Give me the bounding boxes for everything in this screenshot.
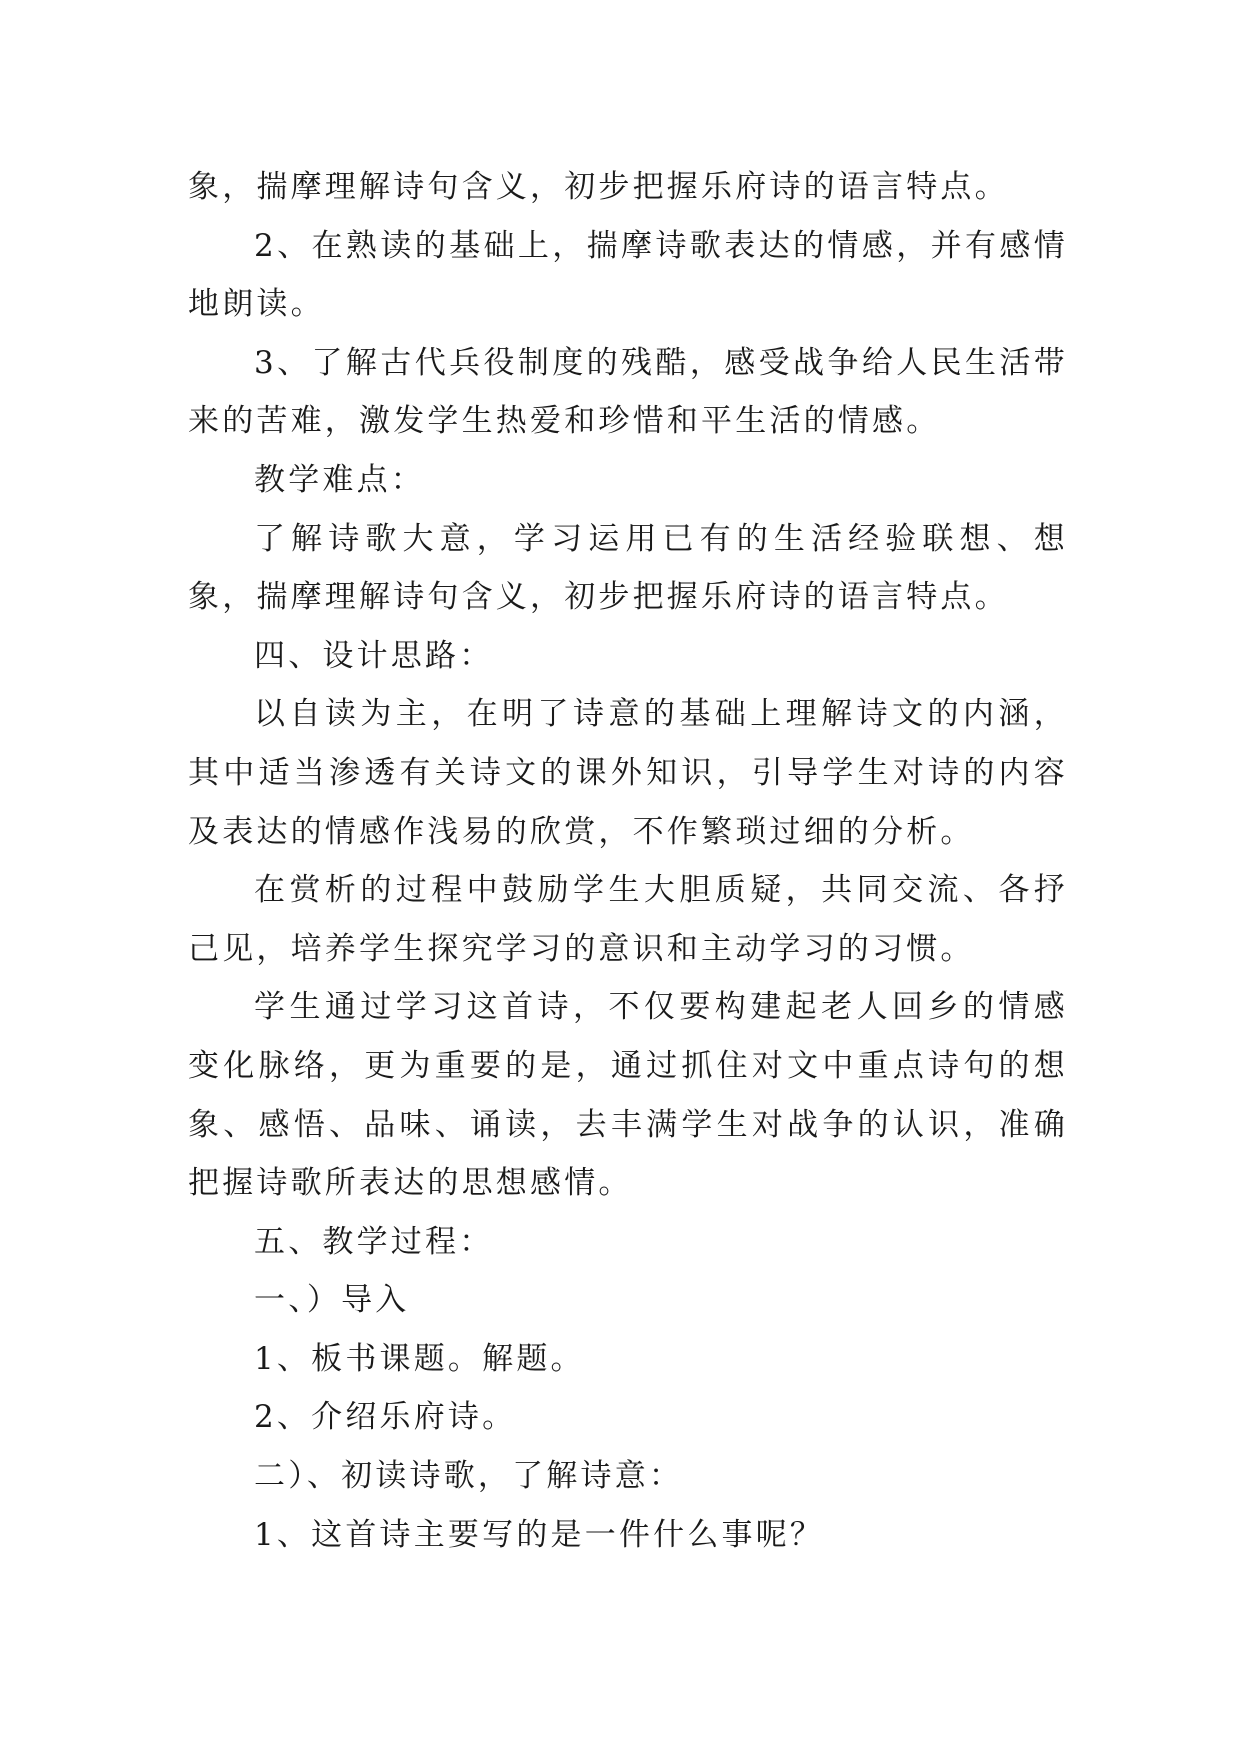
heading-teaching-difficulty: 教学难点： bbox=[254, 461, 425, 498]
paragraph-8: 在赏析的过程中鼓励学生大胆质疑，共同交流、各抒己见，培养学生探究学习的意识和主动学习的习惯。 bbox=[188, 872, 1068, 967]
heading-teaching-process: 五、教学过程： bbox=[254, 1223, 494, 1260]
list-item-1: 1、板书课题。解题。 bbox=[254, 1340, 585, 1377]
paragraph-9: 学生通过学习这首诗，不仅要构建起老人回乡的情感变化脉络，更为重要的是，通过抓住对文中重点诗句的想象、感悟、品味、诵读，去丰满学生对战争的认识，准确把握诗歌所表达的思想感情。 bbox=[188, 989, 1068, 1202]
heading-design-ideas: 四、设计思路： bbox=[254, 637, 494, 674]
paragraph-7: 以自读为主，在明了诗意的基础上理解诗文的内涵，其中适当渗透有关诗文的课外知识，引导学生对诗的内容及表达的情感作浅易的欣赏，不作繁琐过细的分析。 bbox=[188, 696, 1068, 850]
paragraph-1: 象，揣摩理解诗句含义，初步把握乐府诗的语言特点。 bbox=[188, 169, 1009, 205]
subheading-introduction: 一、）导入 bbox=[254, 1282, 410, 1319]
subheading-first-reading: 二）、初读诗歌，了解诗意： bbox=[254, 1458, 684, 1495]
paragraph-3: 3、了解古代兵役制度的残酷，感受战争给人民生活带来的苦难，激发学生热爱和珍惜和平生活的情感。 bbox=[188, 344, 1068, 440]
document-body bbox=[188, 158, 1068, 1564]
paragraph-2: 2、在熟读的基础上，揣摩诗歌表达的情感，并有感情地朗读。 bbox=[188, 227, 1068, 323]
list-item-3: 1、这首诗主要写的是一件什么事呢？ bbox=[254, 1516, 825, 1553]
list-item-2: 2、介绍乐府诗。 bbox=[254, 1399, 517, 1436]
paragraph-5: 了解诗歌大意，学习运用已有的生活经验联想、想象，揣摩理解诗句含义，初步把握乐府诗的语言特点。 bbox=[188, 520, 1068, 616]
